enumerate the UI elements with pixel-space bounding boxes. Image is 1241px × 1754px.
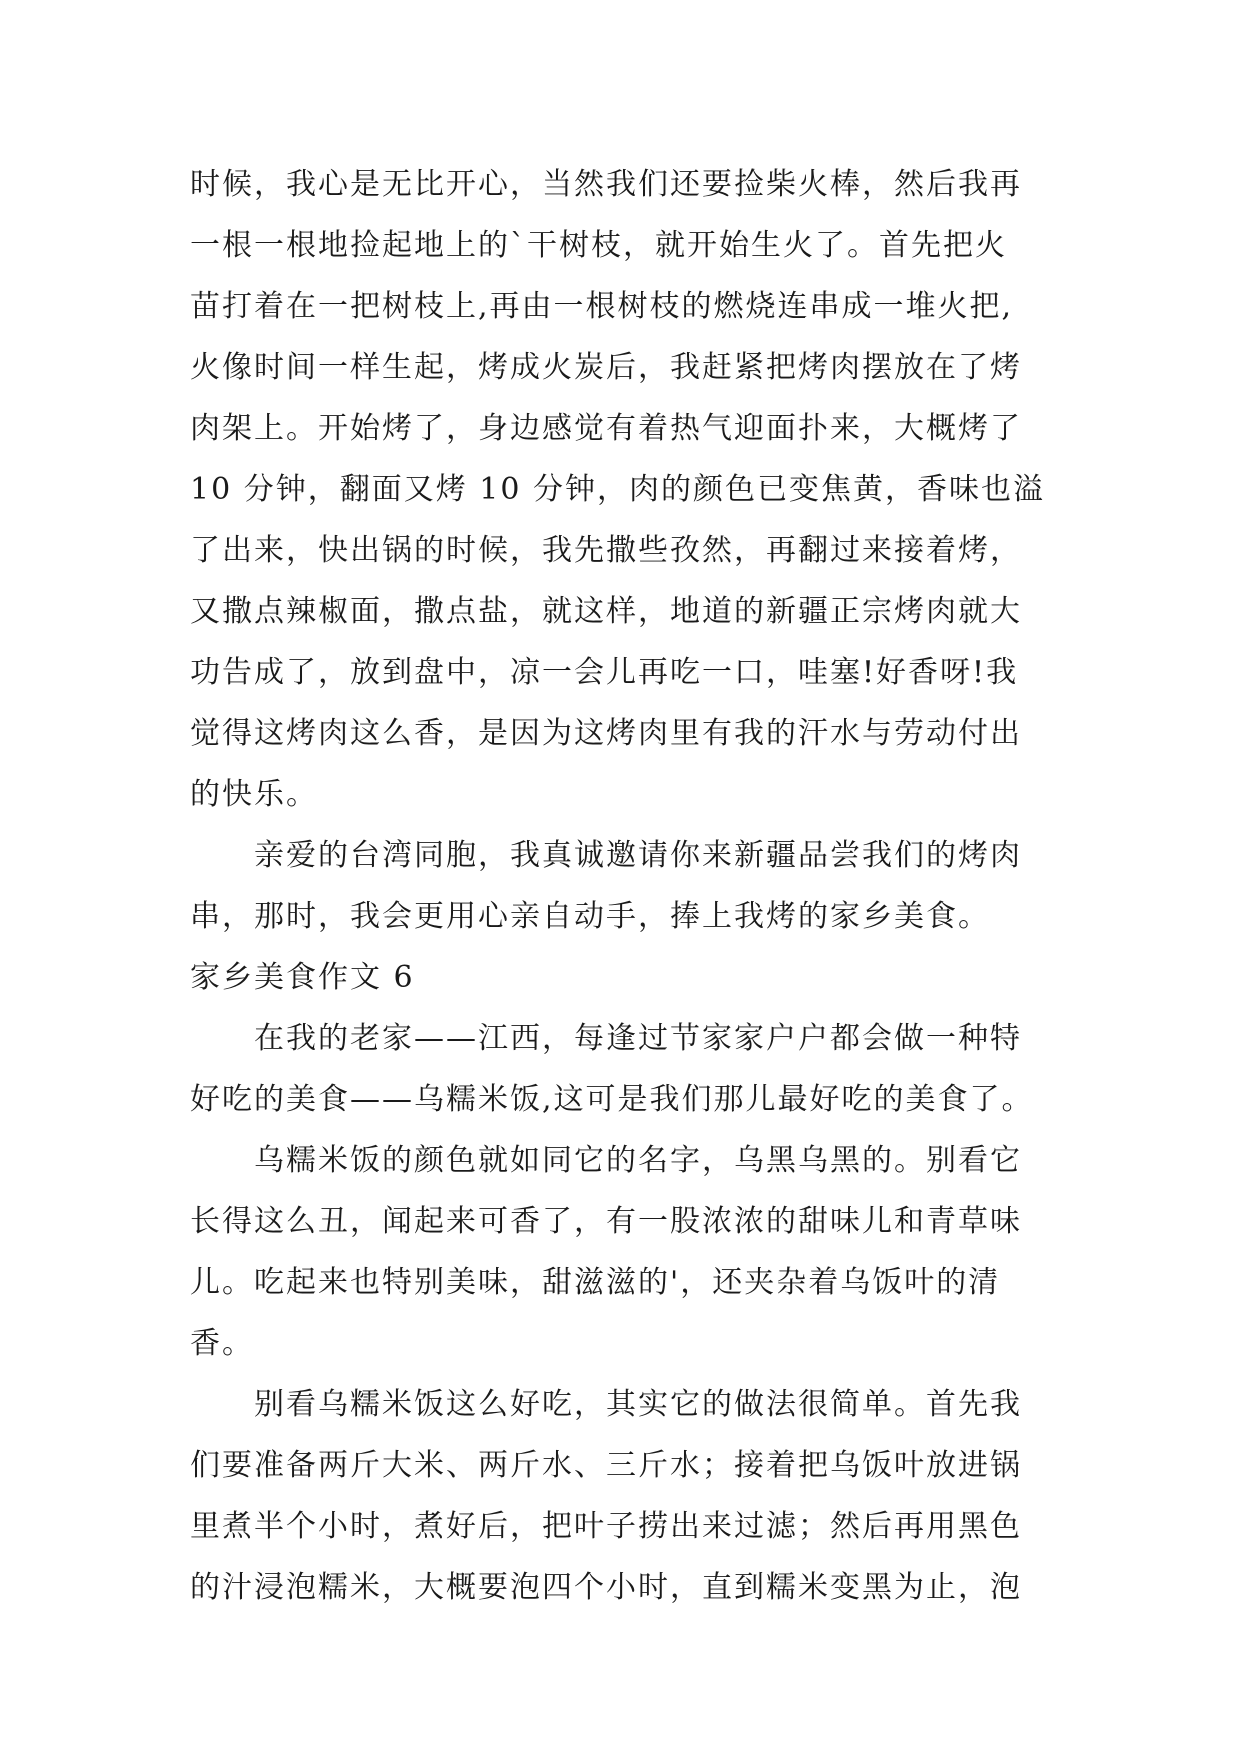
section-heading: 家乡美食作文 6 xyxy=(190,960,415,995)
text-line: 火像时间一样生起，烤成火炭后，我赶紧把烤肉摆放在了烤 xyxy=(190,350,1022,385)
document-body xyxy=(190,154,1070,1618)
text-line: 串，那时，我会更用心亲自动手，捧上我烤的家乡美食。 xyxy=(190,899,990,934)
text-line: 长得这么丑，闻起来可香了，有一股浓浓的甜味儿和青草味 xyxy=(190,1204,1022,1239)
paragraph-first-line: 在我的老家——江西，每逢过节家家户户都会做一种特 xyxy=(254,1021,1022,1056)
text-line: 的快乐。 xyxy=(190,777,318,812)
text-line: 又撒点辣椒面，撒点盐，就这样，地道的新疆正宗烤肉就大 xyxy=(190,594,1022,629)
text-line: 10 分钟，翻面又烤 10 分钟，肉的颜色已变焦黄，香味也溢 xyxy=(190,472,1045,507)
text-line: 一根一根地捡起地上的`干树枝，就开始生火了。首先把火 xyxy=(190,228,1007,263)
text-line: 里煮半个小时，煮好后，把叶子捞出来过滤；然后再用黑色 xyxy=(190,1509,1022,1544)
text-line: 觉得这烤肉这么香，是因为这烤肉里有我的汗水与劳动付出 xyxy=(190,716,1022,751)
text-line: 时候，我心是无比开心，当然我们还要捡柴火棒，然后我再 xyxy=(190,167,1022,202)
text-line: 儿。吃起来也特别美味，甜滋滋的'，还夹杂着乌饭叶的清 xyxy=(190,1265,1001,1300)
text-line: 们要准备两斤大米、两斤水、三斤水；接着把乌饭叶放进锅 xyxy=(190,1448,1022,1483)
text-line: 肉架上。开始烤了，身边感觉有着热气迎面扑来，大概烤了 xyxy=(190,411,1022,446)
text-line: 苗打着在一把树枝上,再由一根树枝的燃烧连串成一堆火把, xyxy=(190,289,1014,324)
text-line: 香。 xyxy=(190,1326,254,1361)
paragraph-first-line: 乌糯米饭的颜色就如同它的名字，乌黑乌黑的。别看它 xyxy=(254,1143,1022,1178)
text-line: 功告成了，放到盘中，凉一会儿再吃一口，哇塞!好香呀!我 xyxy=(190,655,1019,690)
text-line: 好吃的美食——乌糯米饭,这可是我们那儿最好吃的美食了。 xyxy=(190,1082,1034,1117)
text-line: 的汁浸泡糯米，大概要泡四个小时，直到糯米变黑为止，泡 xyxy=(190,1570,1022,1605)
paragraph-first-line: 别看乌糯米饭这么好吃，其实它的做法很简单。首先我 xyxy=(254,1387,1022,1422)
text-line: 了出来，快出锅的时候，我先撒些孜然，再翻过来接着烤， xyxy=(190,533,1022,568)
paragraph-first-line: 亲爱的台湾同胞，我真诚邀请你来新疆品尝我们的烤肉 xyxy=(254,838,1022,873)
